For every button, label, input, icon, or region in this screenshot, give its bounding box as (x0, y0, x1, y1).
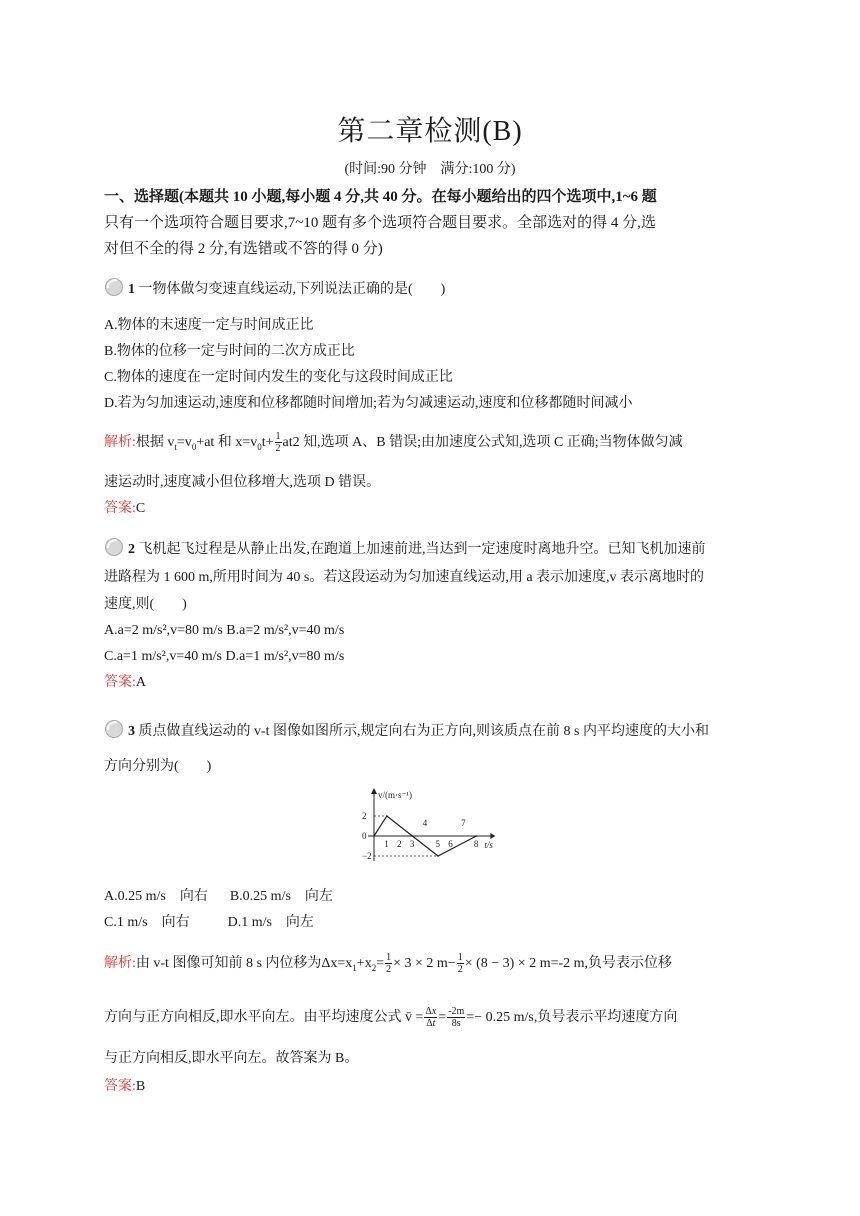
x-axis-arrow (490, 833, 495, 839)
question-number: 2 (128, 542, 135, 557)
question-1 (104, 276, 756, 304)
analysis-line: 解析:由 v-t 图像可知前 8 s 内位移为$\Delta x=x_1+x_2=$ $\frac{1}{2}$ × 3 × 2 m− $\frac{1}{2}$ × (8 − 3) × 2 m=-2 m,负号表示位移 (104, 952, 673, 976)
analysis-text: 根据 v (135, 435, 175, 450)
y-tick-label: 2 (362, 811, 367, 821)
answer-line (104, 1074, 756, 1100)
y-tick-label: 0 (362, 831, 367, 841)
question-3 (104, 718, 756, 782)
option-d: D.1 m/s 向左 (227, 915, 314, 930)
data-point (412, 835, 414, 837)
option-a: A.0.25 m/s 向右 (104, 889, 208, 904)
fraction-half: $\frac{1}{2}$ (386, 952, 392, 976)
x-tick-label: 5 (435, 839, 440, 849)
answer-label: 答案: (104, 1078, 136, 1094)
question-stem (104, 276, 756, 304)
x-tick-label: 6 (448, 839, 453, 849)
options-row: C.a=1 m/s²,v=40 m/s D.a=1 m/s²,v=80 m/s (104, 649, 345, 664)
analysis-text: 由 v-t 图像可知前 8 s 内位移为Δx=x (135, 956, 353, 971)
answer-label: 答案: (104, 675, 136, 690)
question-marker-icon (104, 719, 124, 739)
question-stem (104, 536, 756, 564)
fraction-half: $\frac{1}{2}$ (457, 952, 463, 976)
option-c: C.物体的速度在一定时间内发生的变化与这段时间成正比 (104, 370, 453, 385)
x-tick-label: 2 (397, 839, 402, 849)
options-row (104, 910, 756, 936)
data-point (476, 835, 478, 837)
answer-value: B (135, 1078, 146, 1094)
analysis-text: at2 知,选项 A、B 错误;由加速度公式知,选项 C 正确;当物体做匀减 (282, 435, 683, 450)
y-axis-label: v/(m·s⁻¹) (378, 790, 412, 800)
instruction-line: 对但不全的得 2 分,有选错或不答的得 0 分) (104, 241, 383, 257)
analysis-text: = (438, 1009, 447, 1025)
question-number: 3 (128, 724, 135, 739)
q3-analysis (104, 948, 756, 1100)
x-axis-label: t/s (484, 840, 493, 850)
q1-options (104, 313, 756, 417)
q3-options (104, 884, 756, 936)
x-tick-label: 7 (461, 818, 466, 828)
answer-value: C (135, 500, 146, 516)
analysis-line (104, 1002, 756, 1034)
analysis-text: × 3 × 2 m− (393, 956, 456, 971)
question-stem (104, 718, 756, 746)
analysis-text: =v (176, 435, 192, 450)
analysis-line: 与正方向相反,即水平向左。故答案为 B。 (104, 1050, 359, 1066)
question-text: 飞机起飞过程是从静止出发,在跑道上加速前进,当达到一定速度时离地升空。已知飞机加速前 (138, 542, 706, 557)
analysis-text: 方向与正方向相反,即水平向左。由平均速度公式 v̄ = (104, 1009, 424, 1025)
instruction-line: 一、选择题(本题共 10 小题,每小题 4 分,共 40 分。在每小题给出的四个选项中,1~6 题 (104, 189, 657, 205)
analysis-text: +at 和 x=v (196, 435, 258, 450)
instruction-line: 只有一个选项符合题目要求,7~10 题有多个选项符合题目要求。全部选对的得 4 分,选 (104, 215, 656, 231)
fraction-dx-dt: $\frac{\Delta x}{\Delta t}$ (425, 1006, 437, 1030)
answer-label: 答案: (104, 500, 136, 516)
question-text: 一物体做匀变速直线运动,下列说法正确的是( ) (138, 282, 446, 297)
question-marker-icon (104, 537, 124, 557)
option-a: A.物体的末速度一定与时间成正比 (104, 318, 314, 333)
analysis-text: = (376, 956, 385, 971)
data-point (386, 815, 388, 817)
option-d: D.若为匀加速运动,速度和位移都随时间增加;若为匀减速运动,速度和位移都随时间减小 (104, 396, 633, 411)
options-row: A.a=2 m/s²,v=80 m/s B.a=2 m/s²,v=40 m/s (104, 623, 345, 638)
option-c: C.1 m/s 向右 (104, 915, 190, 930)
question-text: 进路程为 1 600 m,所用时间为 40 s。若这段运动为匀加速直线运动,用 a 表示加速度,v 表示离地时的 (104, 570, 705, 585)
fraction-half: $\frac{1}{2}$ (275, 431, 281, 455)
question-number: 1 (128, 282, 135, 297)
question-text: 质点做直线运动的 v-t 图像如图所示,规定向右为正方向,则该质点在前 8 s 内平均速度的大小和 (138, 724, 709, 739)
data-point (373, 835, 375, 837)
x-tick-label: 4 (422, 818, 428, 828)
question-text: 方向分别为( ) (104, 759, 212, 774)
q1-analysis (104, 428, 756, 522)
x-tick-label: 3 (409, 839, 415, 849)
question-text: 速度,则( ) (104, 597, 187, 612)
analysis-text: =− 0.25 m/s,负号表示平均速度方向 (466, 1009, 678, 1025)
question-2 (104, 536, 756, 696)
analysis-text: × (8 − 3) × 2 m=-2 m,负号表示位移 (464, 956, 673, 971)
option-b: B.物体的位移一定与时间的二次方成正比 (104, 344, 355, 359)
data-point (437, 855, 439, 857)
question-marker-icon (104, 277, 124, 297)
y-tick-label: −2 (362, 851, 372, 861)
option-b: B.0.25 m/s 向左 (229, 889, 333, 904)
analysis-text: +x (356, 956, 372, 971)
analysis-label: 解析: (104, 435, 136, 450)
x-tick-label: 1 (384, 839, 389, 849)
page-subtitle: (时间:90 分钟 满分:100 分) (344, 162, 516, 177)
answer-line (104, 496, 756, 522)
answer-value: A (135, 675, 147, 690)
analysis-label: 解析: (104, 956, 136, 971)
fraction-values: $\frac{-2m}{8s}$ (448, 1006, 465, 1030)
analysis-line: 解析:根据 $v_t=v_0+at$ 和 $x=v_0t+$ $\frac{1}{2}$ at2 知,选项 A、B 错误;由加速度公式知,选项 C 正确;当物体做匀减 (104, 431, 683, 455)
answer-line (104, 670, 756, 696)
options-row (104, 884, 756, 910)
x-tick-label: 8 (473, 839, 479, 849)
section-instructions (104, 184, 756, 262)
vt-graph (250, 786, 510, 866)
y-axis-arrow (371, 788, 377, 794)
page-title: 第二章检测(B) (337, 116, 523, 147)
analysis-text: t+ (261, 435, 274, 450)
analysis-line: 速运动时,速度减小但位移增大,选项 D 错误。 (104, 474, 381, 490)
